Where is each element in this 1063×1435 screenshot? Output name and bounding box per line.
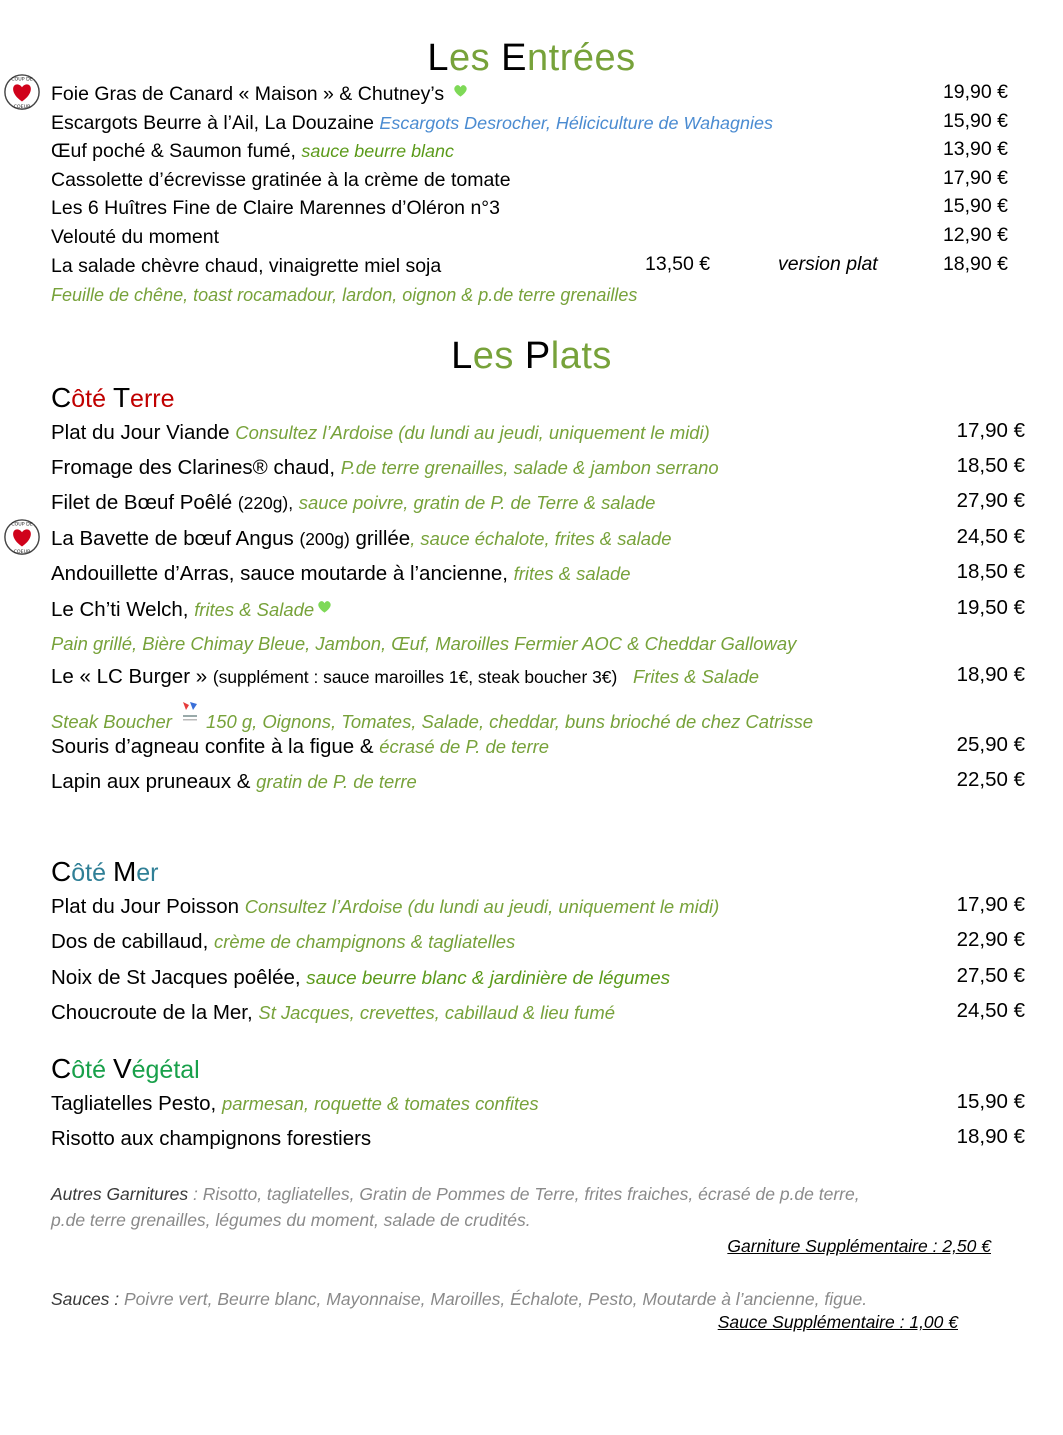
coup-de-coeur-badge-icon	[3, 518, 41, 556]
heart-icon	[317, 600, 332, 614]
burger-supplement: (supplément : sauce maroilles 1€, steak boucher 3€)	[212, 667, 618, 687]
version-plat-label: version plat	[778, 253, 878, 275]
plats-title: Les Plats	[451, 335, 612, 377]
entree-row	[51, 167, 511, 193]
item-name: Andouillette d’Arras, sauce moutarde à l’ancienne,	[51, 562, 508, 585]
entrees-title: Les Entrées	[427, 37, 636, 79]
item-name: Noix de St Jacques poêlée,	[51, 966, 301, 989]
item-price: 17,90 €	[942, 167, 1008, 189]
sauces-note: Sauces : Poivre vert, Beurre blanc, Mayonnaise, Maroilles, Échalote, Pesto, Moutarde à l’ancienne, figue.	[51, 1289, 868, 1309]
item-price: 15,90 €	[942, 110, 1008, 132]
item-price: 15,90 €	[942, 195, 1008, 217]
item-weight: (220g),	[237, 493, 294, 513]
item-detail: Frites & Salade	[632, 666, 760, 687]
plat-row	[51, 419, 710, 447]
plat-row	[51, 454, 719, 482]
item-name: Velouté du moment	[51, 226, 220, 248]
item-name: La salade chèvre chaud, vinaigrette miel soja	[51, 255, 442, 277]
item-price: 19,90 €	[942, 81, 1008, 103]
item-name: Escargots Beurre à l’Ail, La Douzaine	[51, 112, 374, 134]
item-name: Tagliatelles Pesto,	[51, 1092, 217, 1115]
item-price: 18,90 €	[942, 253, 1008, 275]
item-price: 12,90 €	[942, 224, 1008, 246]
item-name: Plat du Jour Poisson	[51, 895, 240, 918]
plat-row	[51, 1125, 371, 1153]
item-name: Filet de Bœuf Poêlé	[51, 491, 233, 514]
plat-row	[51, 964, 670, 992]
item-weight: (200g)	[299, 529, 350, 549]
item-price: 25,90 €	[956, 733, 1025, 756]
item-detail: P.de terre grenailles, salade & jambon serrano	[340, 457, 719, 478]
item-price: 18,50 €	[956, 454, 1025, 477]
item-price: 15,90 €	[956, 1090, 1025, 1113]
item-name: Le Ch’ti Welch,	[51, 598, 189, 621]
item-detail: parmesan, roquette & tomates confites	[221, 1093, 539, 1114]
item-price: 17,90 €	[956, 419, 1025, 442]
item-name: Foie Gras de Canard « Maison » & Chutney’s	[51, 83, 445, 105]
entree-row	[51, 195, 500, 221]
item-detail: frites & salade	[513, 563, 631, 584]
item-name: Choucroute de la Mer,	[51, 1001, 253, 1024]
item-name: Œuf poché & Saumon fumé,	[51, 140, 296, 162]
item-name: La Bavette de bœuf Angus	[51, 527, 294, 550]
plat-row	[51, 768, 417, 796]
garniture-supplement: Garniture Supplémentaire : 2,50 €	[727, 1236, 991, 1256]
item-detail: St Jacques, crevettes, cabillaud & lieu fumé	[258, 1002, 616, 1023]
svg-text:COEUR: COEUR	[13, 550, 31, 556]
entree-row	[51, 138, 454, 164]
item-price: 17,90 €	[956, 893, 1025, 916]
item-name: Le « LC Burger »	[51, 665, 208, 688]
item-name: Fromage des Clarines® chaud,	[51, 456, 336, 479]
item-detail: crème de champignons & tagliatelles	[213, 931, 516, 952]
item-detail: Consultez l’Ardoise (du lundi au jeudi, uniquement le midi)	[244, 896, 720, 917]
plat-row	[51, 560, 631, 588]
item-name: Lapin aux pruneaux &	[51, 770, 251, 793]
item-name: Dos de cabillaud,	[51, 930, 209, 953]
item-price: 13,90 €	[942, 138, 1008, 160]
plat-row	[51, 596, 332, 624]
item-detail: sauce beurre blanc & jardinière de légumes	[306, 967, 671, 988]
salade-note: Feuille de chêne, toast rocamadour, lardon, oignon & p.de terre grenailles	[51, 285, 638, 305]
welch-note: Pain grillé, Bière Chimay Bleue, Jambon, Œuf, Maroilles Fermier AOC & Cheddar Galloway	[51, 633, 797, 654]
item-name: Souris d’agneau confite à la figue &	[51, 735, 374, 758]
item-detail: sauce poivre, gratin de P. de Terre & salade	[298, 492, 656, 513]
item-detail: frites & Salade	[194, 599, 315, 620]
coup-de-coeur-badge-icon	[3, 73, 41, 111]
item-price: 22,50 €	[956, 768, 1025, 791]
entree-row	[51, 224, 219, 250]
burger-note: Steak Boucher 150 g, Oignons, Tomates, Salade, cheddar, buns brioché de chez Catrisse	[51, 700, 813, 736]
cote-terre-title: Côté Terre	[51, 382, 175, 413]
item-price: 27,50 €	[956, 964, 1025, 987]
item-price: 24,50 €	[956, 999, 1025, 1022]
svg-text:COEUR: COEUR	[13, 105, 31, 111]
heart-icon	[453, 84, 468, 98]
entree-row	[51, 81, 468, 107]
sauce-supplement: Sauce Supplémentaire : 1,00 €	[717, 1312, 958, 1332]
item-price-small: 13,50 €	[645, 253, 711, 275]
item-price: 18,50 €	[956, 560, 1025, 583]
item-detail: gratin de P. de terre	[256, 771, 417, 792]
plat-row	[51, 525, 672, 553]
plat-row	[51, 1090, 539, 1118]
item-detail: Consultez l’Ardoise (du lundi au jeudi, uniquement le midi)	[235, 422, 710, 443]
item-price: 18,90 €	[956, 663, 1025, 686]
item-price: 19,50 €	[956, 596, 1025, 619]
plat-row	[51, 733, 549, 761]
item-name: Cassolette d’écrevisse gratinée à la crème de tomate	[51, 169, 511, 191]
item-price: 22,90 €	[956, 928, 1025, 951]
cote-mer-title: Côté Mer	[51, 856, 159, 887]
item-price: 18,90 €	[956, 1125, 1025, 1148]
plat-row	[51, 928, 515, 956]
french-flag-icon	[180, 700, 200, 722]
svg-text:COUP DE: COUP DE	[11, 522, 33, 528]
item-name: Risotto aux champignons forestiers	[51, 1127, 372, 1150]
item-name: Les 6 Huîtres Fine de Claire Marennes d’Oléron n°3	[51, 197, 500, 219]
cote-vegetal-title: Côté Végétal	[51, 1053, 200, 1084]
item-detail: Escargots Desrocher, Héliciculture de Wahagnies	[379, 113, 773, 133]
item-detail: sauce beurre blanc	[301, 141, 454, 161]
plat-row	[51, 893, 719, 921]
entree-row	[51, 253, 441, 279]
plat-row	[51, 489, 655, 517]
svg-text:COUP DE: COUP DE	[11, 77, 33, 83]
item-detail: écrasé de P. de terre	[379, 736, 550, 757]
burger-row	[51, 663, 759, 691]
item-price: 27,90 €	[956, 489, 1025, 512]
garnitures-note: Autres Garnitures : Risotto, tagliatelles, Gratin de Pommes de Terre, frites fraiches, écrasé de p.de terre, p.de terre grenailles, légumes du moment, salade de crudités.	[51, 1184, 860, 1230]
item-name-suffix: grillée	[355, 527, 411, 550]
entree-row	[51, 110, 773, 136]
plat-row	[51, 999, 615, 1027]
item-price: 24,50 €	[956, 525, 1025, 548]
item-detail: , sauce échalote, frites & salade	[410, 528, 672, 549]
item-name: Plat du Jour Viande	[51, 421, 230, 444]
